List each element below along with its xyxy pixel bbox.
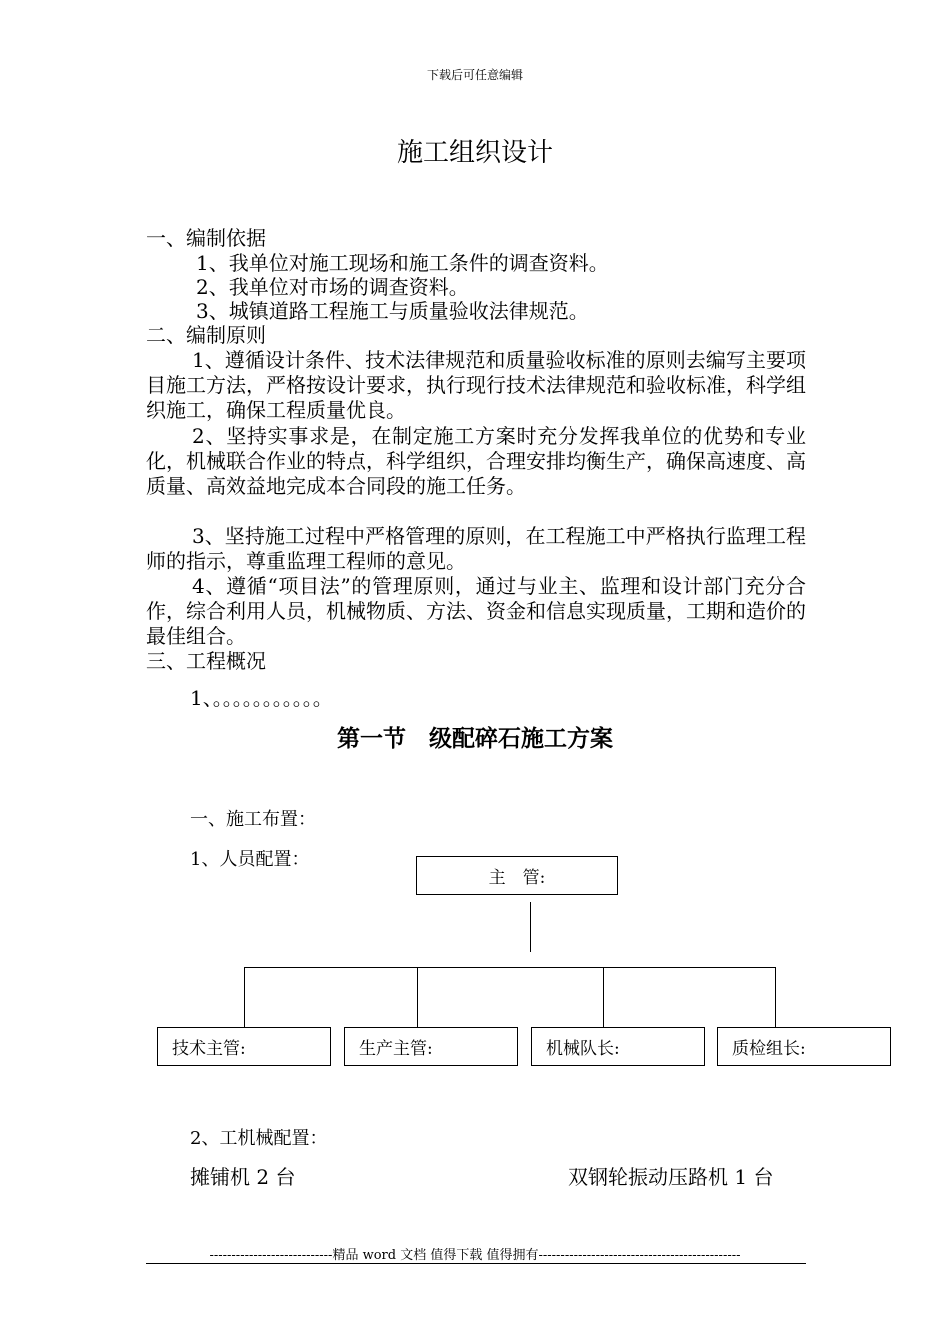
basis-item: 2、我单位对市场的调查资料。: [196, 275, 469, 299]
connector-line: [244, 967, 776, 968]
basis-item: 3、城镇道路工程施工与质量验收法律规范。: [196, 299, 589, 323]
org-box-tech-supervisor: [157, 1027, 331, 1066]
org-box-production-supervisor: [344, 1027, 518, 1066]
connector-line: [775, 967, 776, 1027]
principle-paragraph: 3、坚持施工过程中严格管理的原则，在工程施工中严格执行监理工程师的指示，尊重监理工程师的意见。: [146, 524, 806, 573]
connector-line: [244, 967, 245, 1027]
document-title: 施工组织设计: [396, 138, 553, 168]
connector-line: [417, 967, 418, 1027]
org-label: 技术主管:: [172, 1039, 246, 1059]
principle-paragraph: 4、遵循“项目法”的管理原则，通过与业主、监理和设计部门充分合作，综合利用人员，机械物质、方法、资金和信息实现质量，工期和造价的最佳组合。: [146, 574, 806, 648]
org-box-manager: [416, 856, 618, 895]
principle-paragraph: 1、遵循设计条件、技术法律规范和质量验收标准的原则去编写主要项目施工方法，严格按设计要求，执行现行技术法律规范和验收标准，科学组织施工，确保工程质量优良。: [146, 348, 806, 422]
machine-item: 摊铺机 2 台: [190, 1165, 296, 1189]
footer-note: ----------------------------精品 word 文档 值得下载 值得拥有----------------------------------------------: [209, 1248, 741, 1263]
staff-heading: 1、人员配置：: [190, 849, 310, 870]
org-label: 机械队长:: [546, 1039, 620, 1059]
org-label: 质检组长:: [732, 1039, 806, 1059]
layout-heading: 一、施工布置：: [190, 809, 316, 830]
basis-item: 1、我单位对施工现场和施工条件的调查资料。: [196, 251, 609, 275]
principle-paragraph: 2、坚持实事求是，在制定施工方案时充分发挥我单位的优势和专业化，机械联合作业的特点，科学组织，合理安排均衡生产，确保高速度、高质量、高效益地完成本合同段的施工任务。: [146, 424, 806, 498]
org-label: 主 管:: [488, 868, 546, 888]
machine-item: 双钢轮振动压路机 1 台: [568, 1165, 774, 1189]
machines-heading: 2、工机械配置：: [190, 1128, 328, 1149]
org-label: 生产主管:: [359, 1039, 433, 1059]
org-box-qc-leader: [717, 1027, 891, 1066]
connector-line: [603, 967, 604, 1027]
connector-line: [530, 902, 531, 952]
principles-heading: 二、编制原则: [146, 323, 266, 347]
org-box-machinery-captain: [531, 1027, 705, 1066]
section-title: 第一节 级配碎石施工方案: [337, 725, 613, 752]
footer-rule: [146, 1263, 806, 1264]
basis-heading: 一、编制依据: [146, 226, 266, 250]
header-note: 下载后可任意编辑: [426, 68, 523, 82]
overview-item: 1、。。。。。。。。。。。: [190, 686, 333, 710]
overview-heading: 三、工程概况: [146, 649, 266, 673]
